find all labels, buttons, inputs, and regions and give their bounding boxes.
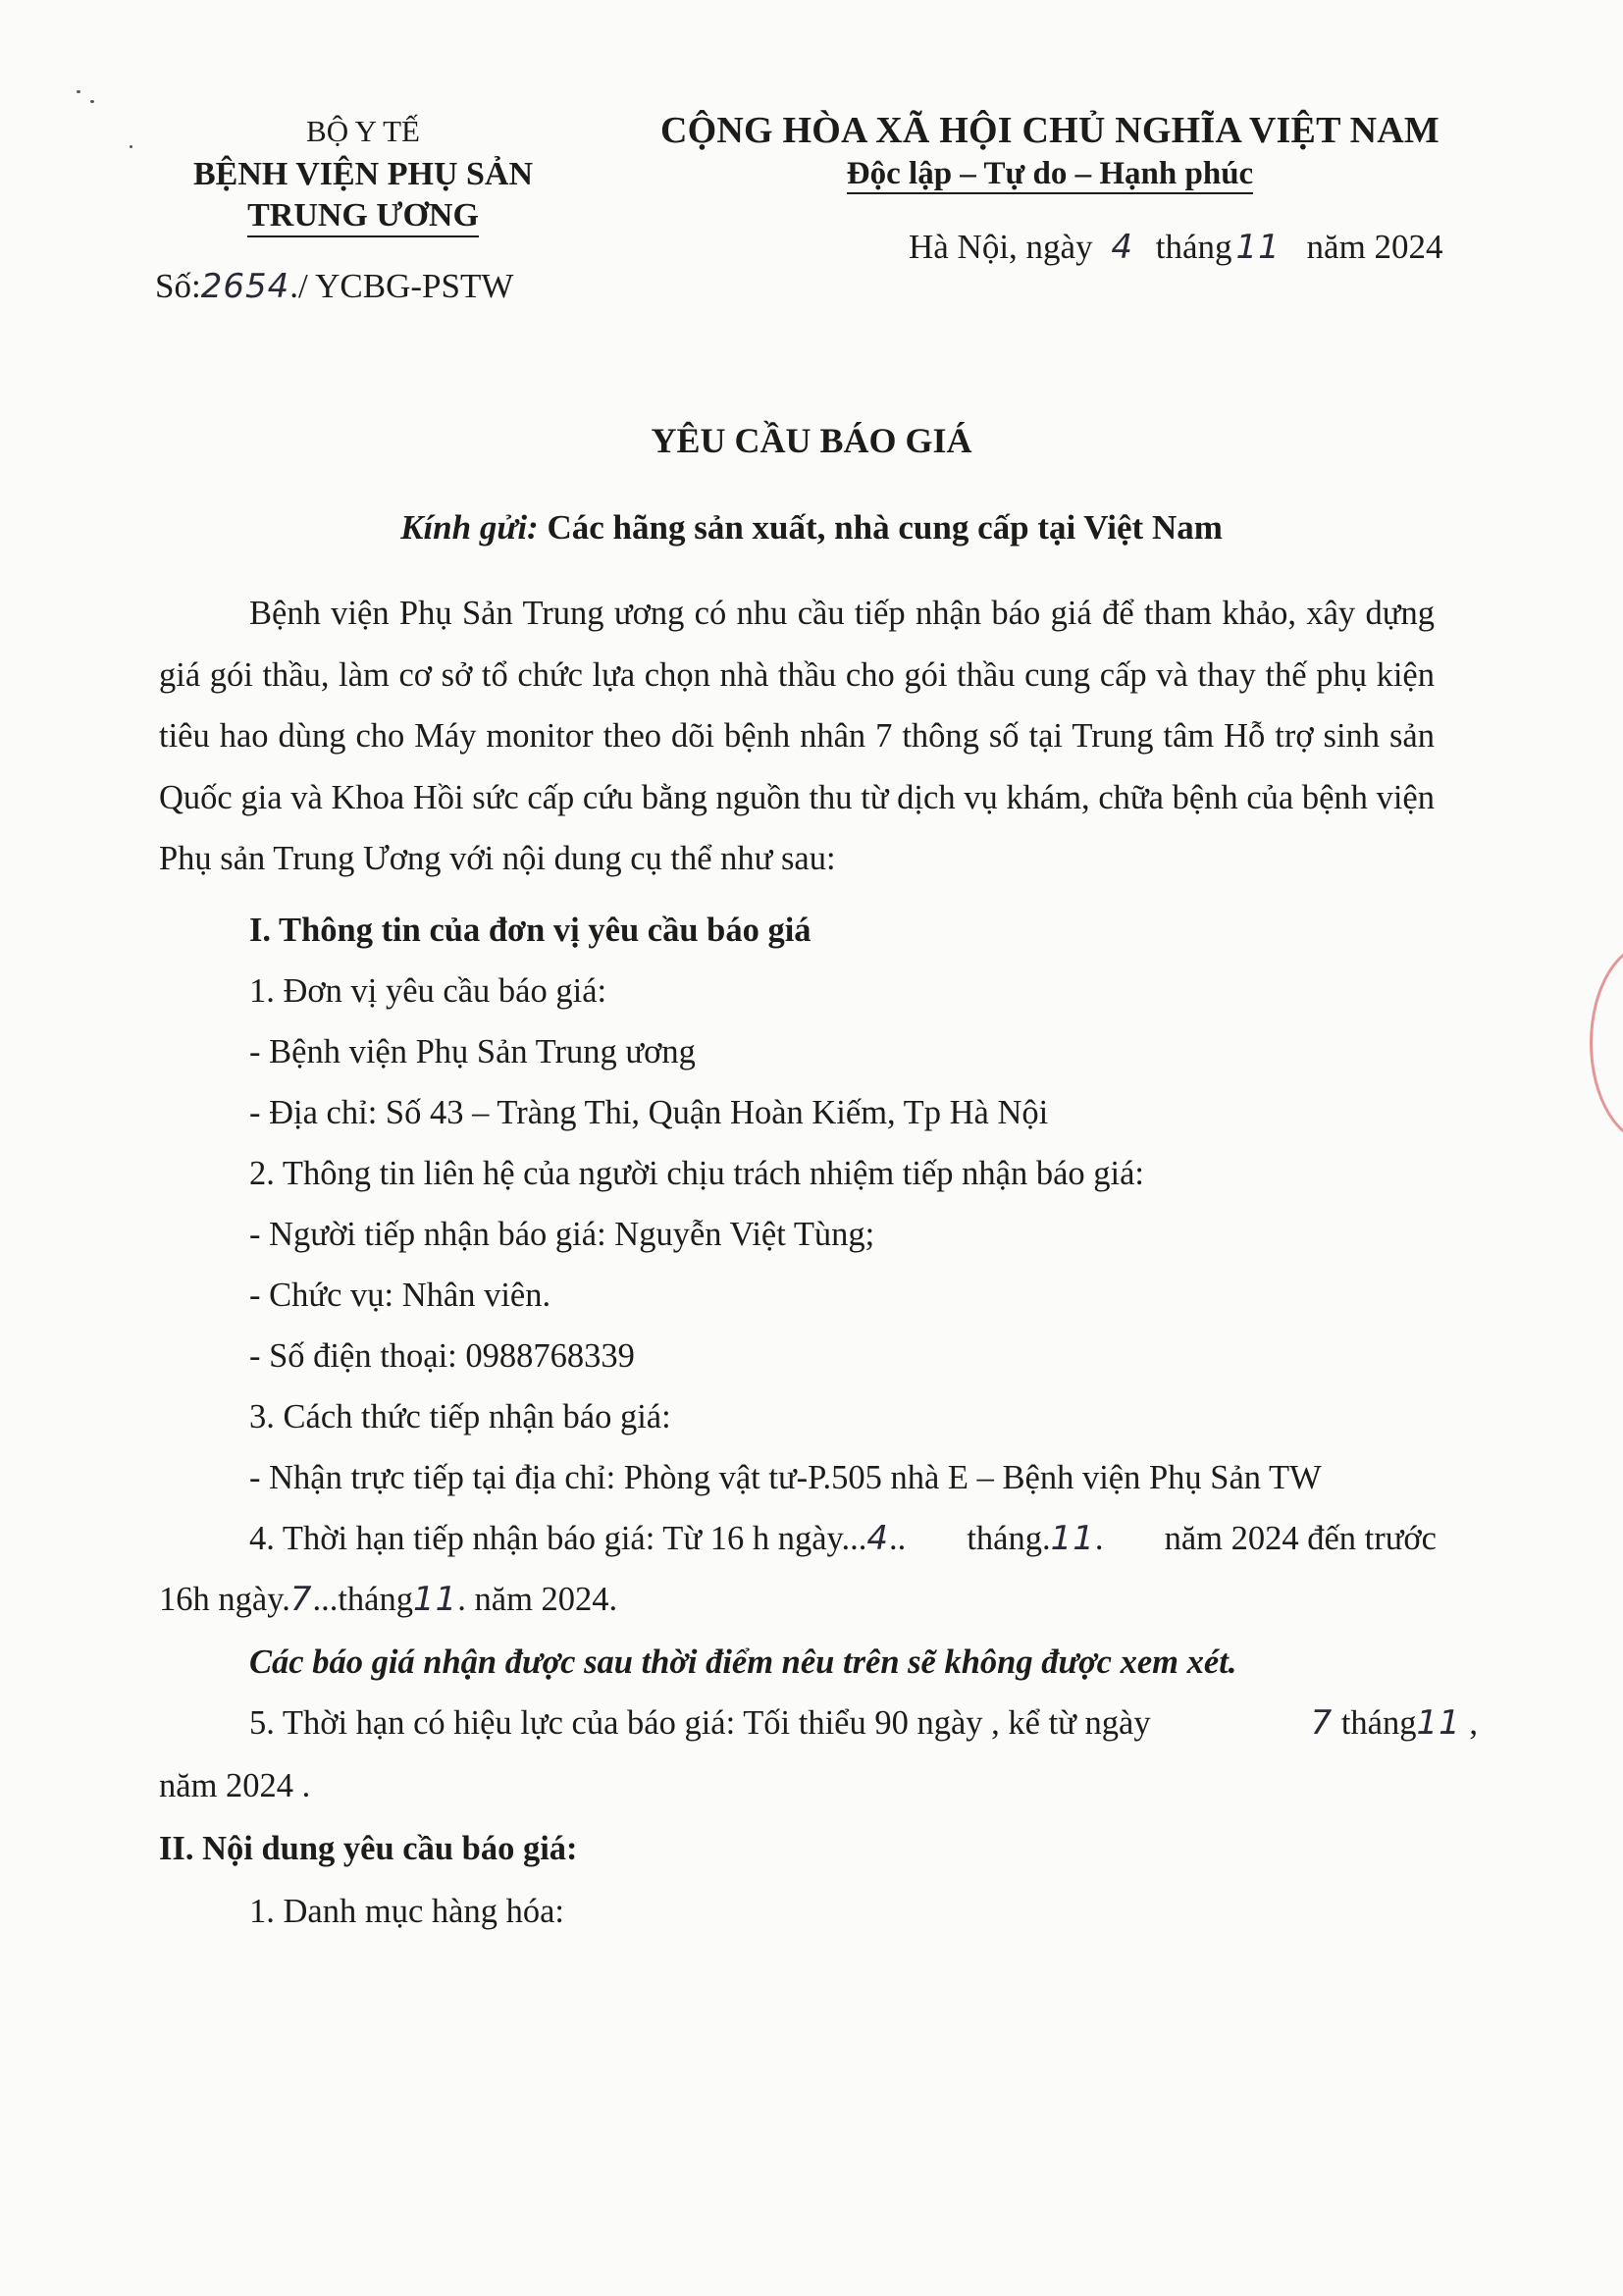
item4-month1: 11 bbox=[1050, 1519, 1095, 1558]
section1-item2: 2. Thông tin liên hệ của người chịu trách nhiệm tiếp nhận báo giá: bbox=[249, 1155, 1144, 1192]
issue-date bbox=[909, 228, 1443, 267]
recipient-text: Các hãng sản xuất, nhà cung cấp tại Việt Nam bbox=[547, 508, 1223, 547]
scan-speck bbox=[77, 90, 80, 93]
section1-heading: I. Thông tin của đơn vị yêu cầu báo giá bbox=[249, 912, 812, 949]
section1-item4-line2: 16h ngày.7...tháng11. năm 2024. bbox=[159, 1580, 618, 1619]
republic-name: CỘNG HÒA XÃ HỘI CHỦ NGHĨA VIỆT NAM bbox=[660, 110, 1440, 151]
date-year: năm 2024 bbox=[1306, 228, 1443, 266]
national-motto: Độc lập – Tự do – Hạnh phúc bbox=[847, 155, 1253, 194]
item4-text-b: tháng bbox=[967, 1520, 1042, 1557]
section1-item5-line1: 5. Thời hạn có hiệu lực của báo giá: Tối thiểu 90 ngày , kể từ ngày 7 tháng11 , bbox=[249, 1693, 1478, 1754]
recipient-label: Kính gửi: bbox=[400, 508, 539, 547]
scan-speck bbox=[90, 100, 94, 103]
date-month-label: tháng bbox=[1155, 228, 1232, 266]
section1-item3: 3. Cách thức tiếp nhận báo giá: bbox=[249, 1398, 671, 1435]
intro-paragraph: Bệnh viện Phụ Sản Trung ương có nhu cầu tiếp nhận báo giá để tham khảo, xây dựng giá gói thầu, làm cơ sở tổ chức lựa chọn nhà thầu cho gói thầu cung cấp và thay thế phụ kiện tiêu hao dùng cho Máy monitor theo dõi bệnh nhân 7 thông số tại Trung tâm Hỗ trợ sinh sản Quốc gia và Khoa Hồi sức cấp cứu bằng nguồn thu từ dịch vụ khám, chữa bệnh của bệnh viện Phụ sản Trung Ương với nội dung cụ thể như sau: bbox=[159, 595, 1435, 877]
section1-item1-address: - Địa chỉ: Số 43 – Tràng Thi, Quận Hoàn Kiếm, Tp Hà Nội bbox=[249, 1094, 1049, 1131]
section1-item3-method: - Nhận trực tiếp tại địa chỉ: Phòng vật tư-P.505 nhà E – Bệnh viện Phụ Sản TW bbox=[249, 1459, 1322, 1496]
date-prefix: Hà Nội, ngày bbox=[909, 228, 1093, 266]
hospital-name-line1: BỆNH VIỆN PHỤ SẢN bbox=[192, 156, 534, 192]
item5-text-b: tháng bbox=[1340, 1704, 1417, 1742]
section1-item1-name: - Bệnh viện Phụ Sản Trung ương bbox=[249, 1033, 696, 1070]
national-header bbox=[628, 106, 1472, 194]
ministry-name: BỘ Y TẾ bbox=[306, 114, 420, 148]
late-submission-notice: Các báo giá nhận được sau thời điểm nêu trên sẽ không được xem xét. bbox=[249, 1644, 1237, 1681]
item4-day2: 7 bbox=[289, 1580, 313, 1619]
item4-text-f: năm 2024. bbox=[474, 1581, 618, 1618]
recipient-line bbox=[0, 508, 1623, 548]
issuer-block bbox=[137, 110, 589, 237]
item5-day: 7 bbox=[1310, 1703, 1334, 1743]
item5-month: 11 bbox=[1416, 1703, 1461, 1743]
item4-text-a: 4. Thời hạn tiếp nhận báo giá: Từ 16 h ngày bbox=[249, 1520, 842, 1557]
item4-day1: 4 bbox=[866, 1519, 890, 1558]
date-day: 4 bbox=[1111, 228, 1133, 267]
doc-number-prefix: Số: bbox=[155, 267, 201, 305]
section1-item2-phone: - Số điện thoại: 0988768339 bbox=[249, 1337, 635, 1375]
date-month: 11 bbox=[1235, 228, 1281, 267]
section1-item4-line1: 4. Thời hạn tiếp nhận báo giá: Từ 16 h ngày...4.. tháng.11. năm 2024 đến trước bbox=[249, 1508, 1437, 1570]
doc-number-suffix: ./ YCBG-PSTW bbox=[289, 267, 514, 305]
red-stamp-edge bbox=[1590, 942, 1623, 1144]
item4-month2: 11 bbox=[413, 1580, 458, 1619]
section2-item1: 1. Danh mục hàng hóa: bbox=[249, 1893, 564, 1930]
document-number bbox=[155, 267, 513, 306]
section1-item2-person: - Người tiếp nhận báo giá: Nguyễn Việt Tùng; bbox=[249, 1216, 875, 1253]
hospital-name-line2: TRUNG ƯƠNG bbox=[247, 196, 479, 237]
section1-item2-position: - Chức vụ: Nhân viên. bbox=[249, 1277, 551, 1314]
section2-heading: II. Nội dung yêu cầu báo giá: bbox=[159, 1830, 578, 1867]
item4-text-d: 16h ngày bbox=[159, 1581, 283, 1618]
item5-text-c: năm 2024 . bbox=[159, 1767, 311, 1804]
item4-text-c: năm 2024 đến trước bbox=[1164, 1520, 1437, 1557]
doc-number-handwritten: 2654 bbox=[200, 267, 290, 306]
item5-text-a: 5. Thời hạn có hiệu lực của báo giá: Tối thiểu 90 ngày , kể từ ngày bbox=[249, 1704, 1151, 1742]
section1-item1: 1. Đơn vị yêu cầu báo giá: bbox=[249, 972, 607, 1010]
scan-speck bbox=[130, 145, 132, 148]
document-title: YÊU CẦU BÁO GIÁ bbox=[651, 421, 972, 460]
item4-text-e: tháng bbox=[338, 1581, 413, 1618]
